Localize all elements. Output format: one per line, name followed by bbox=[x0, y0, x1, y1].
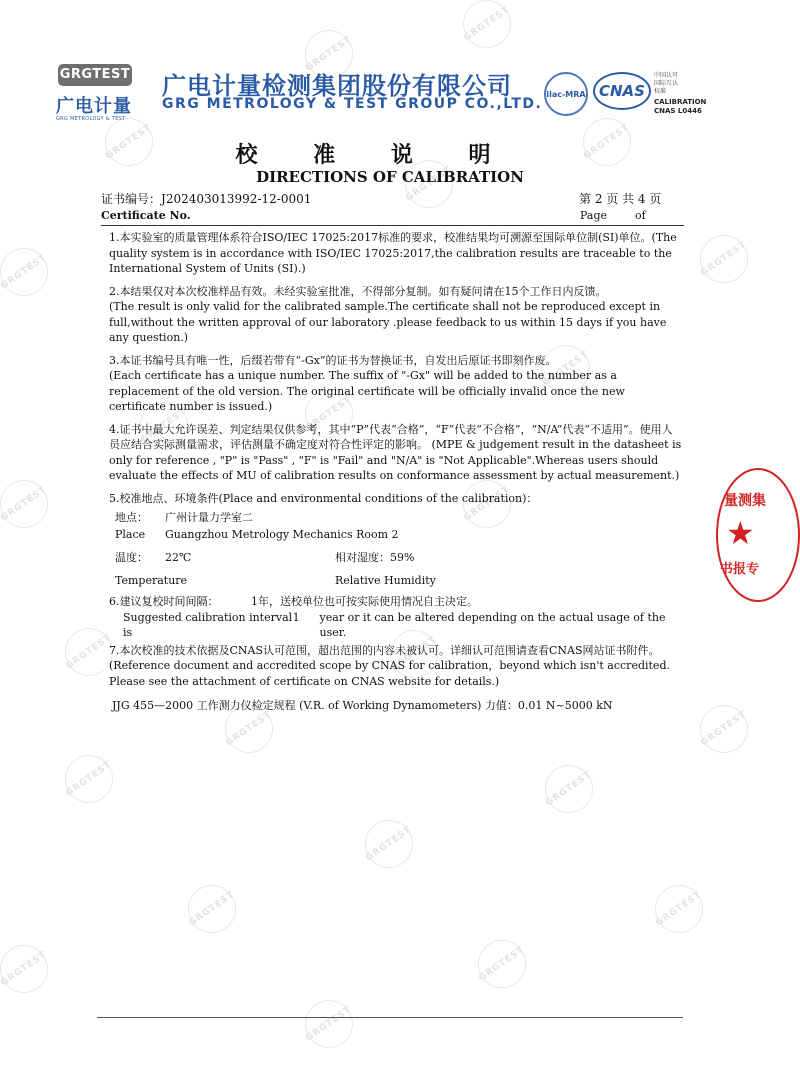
humidity-value: 59% bbox=[390, 551, 415, 564]
direction-item-2-en: (The result is only valid for the calibrated sample.The certificate shall not be reproduced except in full,without the written approval of our laboratory .please feedback to us within 15 days if you have any question.) bbox=[109, 300, 667, 344]
ilac-mra-logo: ilac-MRA bbox=[544, 72, 588, 116]
certificate-number bbox=[101, 190, 311, 207]
temperature-value: 22℃ bbox=[165, 551, 192, 564]
direction-item-1: 1.本实验室的质量管理体系符合ISO/IEC 17025:2017标准的要求，校准结果均可溯源至国际单位制(SI)单位。(The quality system is in accordance with ISO/IEC 17025:2017,the calibration results are traceable to the International System of Units (SI).) bbox=[109, 231, 677, 275]
direction-item-3 bbox=[109, 353, 682, 415]
humidity-label-cn: 相对湿度： bbox=[335, 551, 390, 564]
cnas-note-line: 国际互认 bbox=[654, 80, 679, 87]
watermark-stamp bbox=[296, 991, 363, 1058]
conditions-table bbox=[109, 510, 682, 588]
watermark-stamp bbox=[469, 931, 536, 998]
official-seal bbox=[716, 468, 800, 602]
cnas-note-line: 校准 bbox=[654, 88, 667, 95]
cnas-logo: CNAS bbox=[593, 72, 651, 110]
watermark-stamp bbox=[356, 811, 423, 878]
interval-note-cn: ，送校单位也可按实际使用情况自主决定。 bbox=[269, 595, 478, 608]
direction-item-4: 4.证书中最大允许误差、判定结果仅供参考，其中“P”代表“合格”，“F”代表“不合格”，“N/A”代表“不适用”。使用人员应结合实际测量需求，评估测量不确定度对符合性评定的影响。 (MPE & judgement result in the datasheet is only for reference , "P" is "Pass" , "F" is "Fail" and "N/A" is "Not Applicable".Whereas users should evaluate the effects of MU of calibration results on conformance assessment by actual measurement.) bbox=[109, 422, 682, 482]
logo-chinese-name: 广电计量 bbox=[56, 96, 132, 117]
interval-label-cn: 6.建议复校时间间隔： bbox=[109, 595, 219, 608]
page-indicator-en bbox=[580, 209, 646, 222]
place-value-cn: 广州计量力学室二 bbox=[165, 511, 253, 524]
interval-value-en: 1 bbox=[292, 610, 300, 624]
watermark-stamp bbox=[56, 746, 123, 813]
header-divider bbox=[101, 225, 684, 226]
direction-item-2-cn: 2.本结果仅对本次校准样品有效。未经实验室批准，不得部分复制。如有疑问请在15个工作日内反馈。 bbox=[109, 284, 607, 298]
cnas-calibration-label: CALIBRATION bbox=[654, 98, 707, 106]
watermark-stamp bbox=[179, 876, 246, 943]
page-label: Page bbox=[580, 209, 608, 222]
page-indicator-cn: 第 2 页 共 4 页 bbox=[579, 192, 662, 206]
interval-label-en: Suggested calibration interval is bbox=[123, 610, 293, 639]
of-label: of bbox=[635, 209, 646, 222]
direction-item-3-en: (Each certificate has a unique number. The suffix of "-Gx" will be added to the number as a replacement of the old version. The original certificate will be officially invalid once the new certificate number is issued.) bbox=[109, 369, 625, 413]
seal-star-icon: ★ bbox=[726, 514, 755, 552]
watermark-stamp bbox=[0, 471, 57, 538]
temperature-label-en: Temperature bbox=[115, 573, 188, 587]
direction-item-7: 7.本次校准的技术依据及CNAS认可范围，超出范围的内容未被认可。详细认可范围请查看CNAS网站证书附件。(Reference document and accredited scope by CNAS for calibration，beyond which isn't accredited. Please see the attachment of certificate on CNAS website for details.) bbox=[109, 643, 670, 688]
cnas-note bbox=[654, 72, 678, 96]
company-name-cn: 广电计量检测集团股份有限公司 bbox=[162, 72, 512, 100]
seal-text-bottom: 书报专 bbox=[720, 562, 760, 577]
direction-item-6 bbox=[109, 594, 682, 641]
humidity-label-en: Relative Humidity bbox=[335, 573, 436, 587]
document-title-cn: 校 准 说 明 bbox=[235, 142, 515, 168]
direction-item-5: 5.校准地点、环境条件(Place and environmental conditions of the calibration)： bbox=[109, 491, 538, 505]
place-value-en: Guangzhou Metrology Mechanics Room 2 bbox=[165, 527, 399, 541]
certificate-number-value: J202403013992-12-0001 bbox=[161, 192, 312, 206]
seal-text-top: 量测集 bbox=[724, 493, 766, 509]
direction-item-2 bbox=[109, 284, 682, 346]
letterhead bbox=[0, 0, 750, 130]
certificate-number-label-en: Certificate No. bbox=[101, 209, 191, 222]
place-label-cn: 地点： bbox=[115, 511, 148, 524]
company-logo-badge: GRGTEST bbox=[58, 64, 132, 86]
cnas-number: CNAS L0446 bbox=[654, 107, 702, 115]
interval-note-en: year or it can be altered depending on the actual usage of the user. bbox=[319, 610, 666, 639]
footer-divider bbox=[97, 1017, 683, 1018]
direction-item-3-cn: 3.本证书编号具有唯一性，后缀若带有“-Gx”的证书为替换证书，自发出后原证书即刻作废。 bbox=[109, 353, 557, 367]
interval-value-cn: 1年 bbox=[251, 595, 269, 608]
watermark-stamp bbox=[691, 226, 758, 293]
reference-standard: JJG 455—2000 工作测力仪检定规程 (V.R. of Working Dynamometers) 力值：0.01 N~5000 kN bbox=[112, 699, 613, 712]
company-name-en: GRG METROLOGY & TEST GROUP CO.,LTD. bbox=[162, 96, 543, 112]
place-label-en: Place bbox=[115, 527, 146, 541]
temperature-label-cn: 温度： bbox=[115, 551, 148, 564]
watermark-stamp bbox=[691, 696, 758, 763]
watermark-stamp bbox=[536, 756, 603, 823]
cnas-note-line: 中国认可 bbox=[654, 72, 679, 79]
cnas-calibration-text bbox=[654, 98, 706, 116]
document-title-en: DIRECTIONS OF CALIBRATION bbox=[256, 168, 524, 186]
certificate-number-label: 证书编号： bbox=[101, 192, 162, 206]
watermark-stamp bbox=[0, 936, 57, 1003]
watermark-stamp bbox=[0, 239, 57, 306]
watermark-stamp bbox=[646, 876, 713, 943]
directions-body bbox=[109, 230, 682, 714]
logo-english-name: GRG METROLOGY & TEST bbox=[56, 116, 126, 122]
